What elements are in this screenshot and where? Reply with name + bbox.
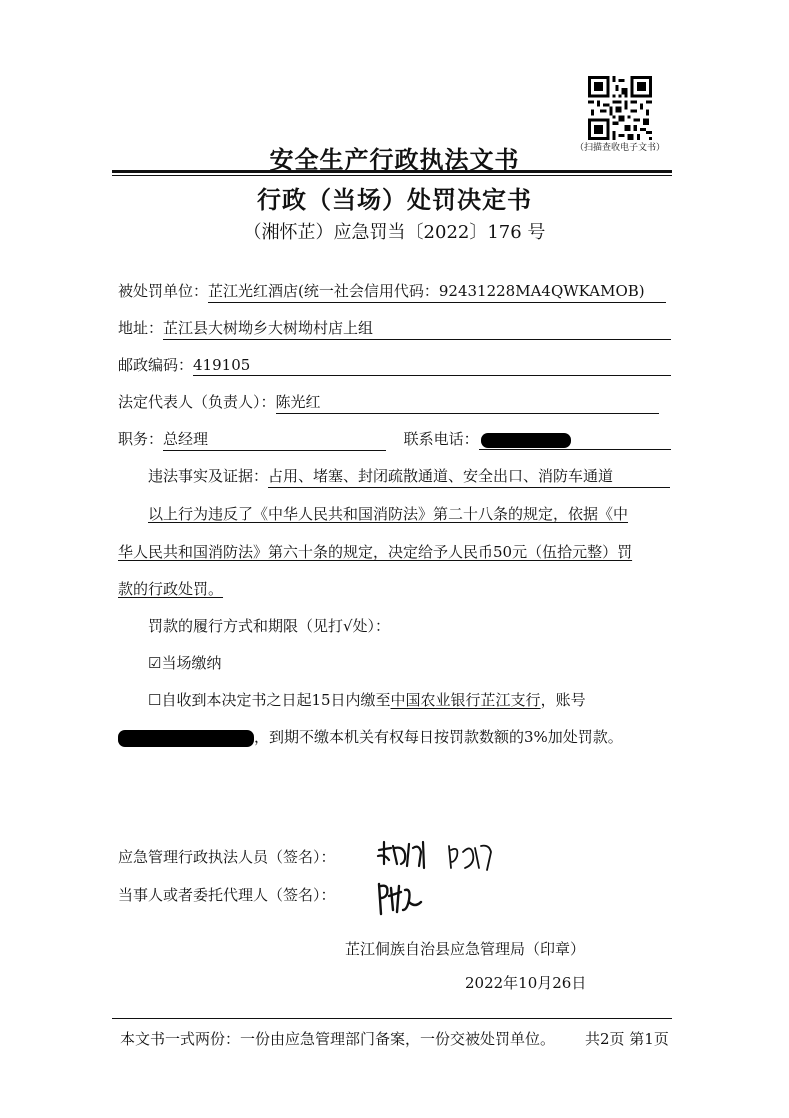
bank-name: 中国农业银行芷江支行 xyxy=(390,691,541,709)
officer-signature-2 xyxy=(445,842,495,872)
penalized-unit-value: 芷江光红酒店(统一社会信用代码：92431228MA4QWKAMOB) xyxy=(208,280,666,303)
unchecked-box-icon: ☐ xyxy=(148,691,162,709)
facts-row xyxy=(148,465,670,488)
legal-representative-value: 陈光红 xyxy=(276,391,659,414)
postcode-value: 419105 xyxy=(193,356,671,376)
address-value: 芷江县大树坳乡大树坳村店上组 xyxy=(163,317,671,340)
payment-option-onsite-label: 当场缴纳 xyxy=(161,654,222,672)
issue-date: 2022年10月26日 xyxy=(465,974,587,992)
legal-representative-label: 法定代表人（负责人）： xyxy=(118,393,276,411)
position-phone-row xyxy=(118,428,671,451)
document-title: 行政（当场）处罚决定书 xyxy=(257,185,532,214)
penalized-unit-row xyxy=(118,280,666,303)
address-row xyxy=(118,317,671,340)
postcode-row xyxy=(118,354,671,376)
page-info: 共2页 第1页 xyxy=(585,1030,669,1048)
document-number: （湘怀芷）应急罚当〔2022〕176 号 xyxy=(243,222,546,243)
late-payment-clause: ，到期不缴本机关有权每日按罚款数额的3%加处罚款。 xyxy=(254,728,623,746)
facts-label: 违法事实及证据： xyxy=(148,467,269,485)
account-redaction xyxy=(118,730,254,747)
header-rule-thick xyxy=(112,170,672,173)
payment-option-bank xyxy=(148,689,586,710)
footer-note: 本文书一式两份：一份由应急管理部门备案，一份交被处罚单位。 xyxy=(120,1030,556,1048)
payment-option-bank-text: 自收到本决定书之日起15日内缴至 xyxy=(161,691,391,709)
document-type-heading: 安全生产行政执法文书 xyxy=(269,145,520,174)
checked-box-icon: ☑ xyxy=(148,654,162,672)
payment-method-intro: 罚款的履行方式和期限（见打√处）： xyxy=(148,617,391,635)
header-rule-thin xyxy=(112,175,672,176)
qr-code-icon xyxy=(588,76,652,140)
footer-rule xyxy=(112,1018,672,1019)
violation-paragraph-line-3: 款的行政处罚。 xyxy=(118,580,224,598)
issuing-agency: 芷江侗族自治县应急管理局（印章） xyxy=(345,940,586,958)
postcode-label: 邮政编码： xyxy=(118,356,194,374)
violation-paragraph-line-1: 以上行为违反了《中华人民共和国消防法》第二十八条的规定，依据《中 xyxy=(148,505,629,523)
violation-paragraph-line-2: 华人民共和国消防法》第六十条的规定，决定给予人民币50元（伍拾元整）罚 xyxy=(118,543,633,561)
address-label: 地址： xyxy=(118,319,164,337)
account-label: ，账号 xyxy=(540,691,586,709)
party-signature xyxy=(375,880,425,918)
officer-signature-label: 应急管理行政执法人员（签名）： xyxy=(118,848,336,866)
officer-signature-1 xyxy=(375,838,431,872)
phone-value-field xyxy=(479,430,671,450)
payment-option-onsite xyxy=(148,652,221,673)
position-label: 职务： xyxy=(118,430,164,448)
party-signature-label: 当事人或者委托代理人（签名）： xyxy=(118,886,336,904)
account-row xyxy=(118,726,623,747)
phone-label: 联系电话： xyxy=(403,430,479,448)
phone-redaction xyxy=(481,433,571,448)
legal-representative-row xyxy=(118,391,659,414)
facts-value: 占用、堵塞、封闭疏散通道、安全出口、消防车通道 xyxy=(268,465,670,488)
penalized-unit-label: 被处罚单位： xyxy=(118,282,209,300)
qr-caption: （扫描查收电子文书） xyxy=(575,143,666,153)
position-value: 总经理 xyxy=(163,428,386,451)
